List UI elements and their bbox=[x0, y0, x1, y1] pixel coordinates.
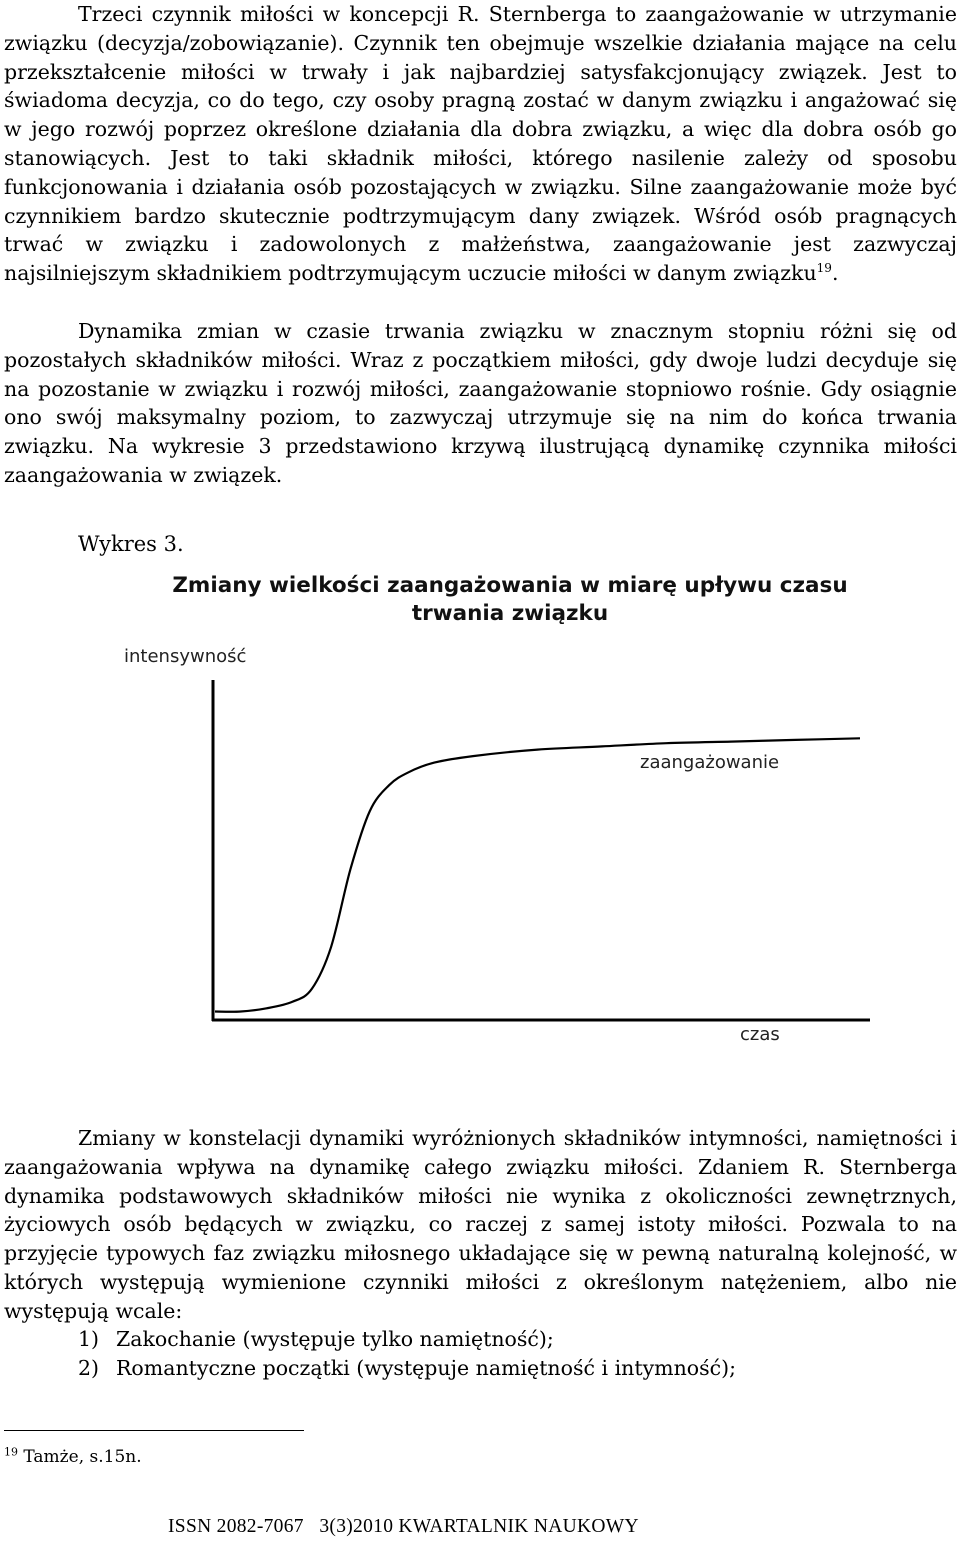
x-axis-label: czas bbox=[740, 1024, 780, 1045]
series-label: zaangażowanie bbox=[640, 752, 780, 773]
footnote-number: 19 bbox=[4, 1445, 18, 1459]
list-item bbox=[78, 1325, 736, 1354]
list-item-text: Zakochanie (występuje tylko namiętność); bbox=[116, 1327, 554, 1351]
y-axis-label: intensywność bbox=[124, 646, 247, 667]
list-item-number: 2) bbox=[78, 1356, 100, 1380]
chart-title-line-2: trwania związku bbox=[411, 601, 609, 626]
paragraph-1-end: . bbox=[831, 261, 839, 286]
paragraph-1 bbox=[4, 0, 957, 288]
footnote bbox=[4, 1446, 142, 1468]
paragraph-2: Dynamika zmian w czasie trwania związku w znacznym stopniu różni się od pozostałych składników miłości. Wraz z początkiem miłości, gdy dwoje ludzi decyduje się na pozostanie w związku i rozwój miłości, zaangażowanie stopniowo rośnie. Gdy osiągnie ono swój maksymalny poziom, to zazwyczaj utrzymuje się na nim do końca trwania związku. Na wykresie 3 przedstawiono krzywą ilustrującą dynamikę czynnika miłości zaangażowania w związek. bbox=[4, 319, 957, 487]
phase-list bbox=[78, 1325, 736, 1383]
list-item-number: 1) bbox=[78, 1327, 100, 1351]
chart-title-line-1: Zmiany wielkości zaangażowania w miarę upływu czasu bbox=[172, 573, 848, 598]
footnote-text: Tamże, s.15n. bbox=[23, 1447, 142, 1467]
series-line-zaangazowanie bbox=[215, 738, 860, 1011]
chart-plot bbox=[100, 560, 900, 1060]
chart bbox=[100, 560, 900, 1060]
page-footer: ISSN 2082-7067 3(3)2010 KWARTALNIK NAUKOWY bbox=[168, 1516, 639, 1537]
figure-label: Wykres 3. bbox=[78, 532, 184, 556]
paragraph-1-text: Trzeci czynnik miłości w koncepcji R. Sternberga to zaangażowanie w utrzymanie związku (decyzja/zobowiązanie). Czynnik ten obejmuje wszelkie działania mające na celu przekształcenie miłości w trwały i jak najbardziej satysfakcjonujący związek. Jest to świadoma decyzja, co do tego, czy osoby pragną zostać w danym związku i angażować się w jego rozwój poprzez określone działania dla dobra związku, a więc dla dobra osób go stanowiących. Jest to taki składnik miłości, którego nasilenie zależy od sposobu funkcjonowania i działania osób pozostających w związku. Silne zaangażowanie może być czynnikiem bardzo skutecznie podtrzymującym dany związek. Wśród osób pragnących trwać w związku i zadowolonych z małżeństwa, zaangażowanie jest zazwyczaj najsilniejszym składnikiem podtrzymującym uczucie miłości w danym związku bbox=[4, 2, 957, 286]
footnote-ref: 19 bbox=[816, 261, 832, 276]
footnote-separator bbox=[4, 1430, 304, 1431]
list-item-text: Romantyczne początki (występuje namiętność i intymność); bbox=[116, 1356, 737, 1380]
list-item bbox=[78, 1354, 736, 1383]
paragraph-3: Zmiany w konstelacji dynamiki wyróżnionych składników intymności, namiętności i zaangażowania wpływa na dynamikę całego związku miłości. Zdaniem R. Sternberga dynamika podstawowych składników miłości nie wynika z okoliczności zewnętrznych, życiowych osób będących w związku, co raczej z samej istoty miłości. Pozwala to na przyjęcie typowych faz związku miłosnego układające się w pewną naturalną kolejność, w których występują wymienione czynniki miłości z określonym natężeniem, albo nie występują wcale: bbox=[4, 1126, 957, 1323]
